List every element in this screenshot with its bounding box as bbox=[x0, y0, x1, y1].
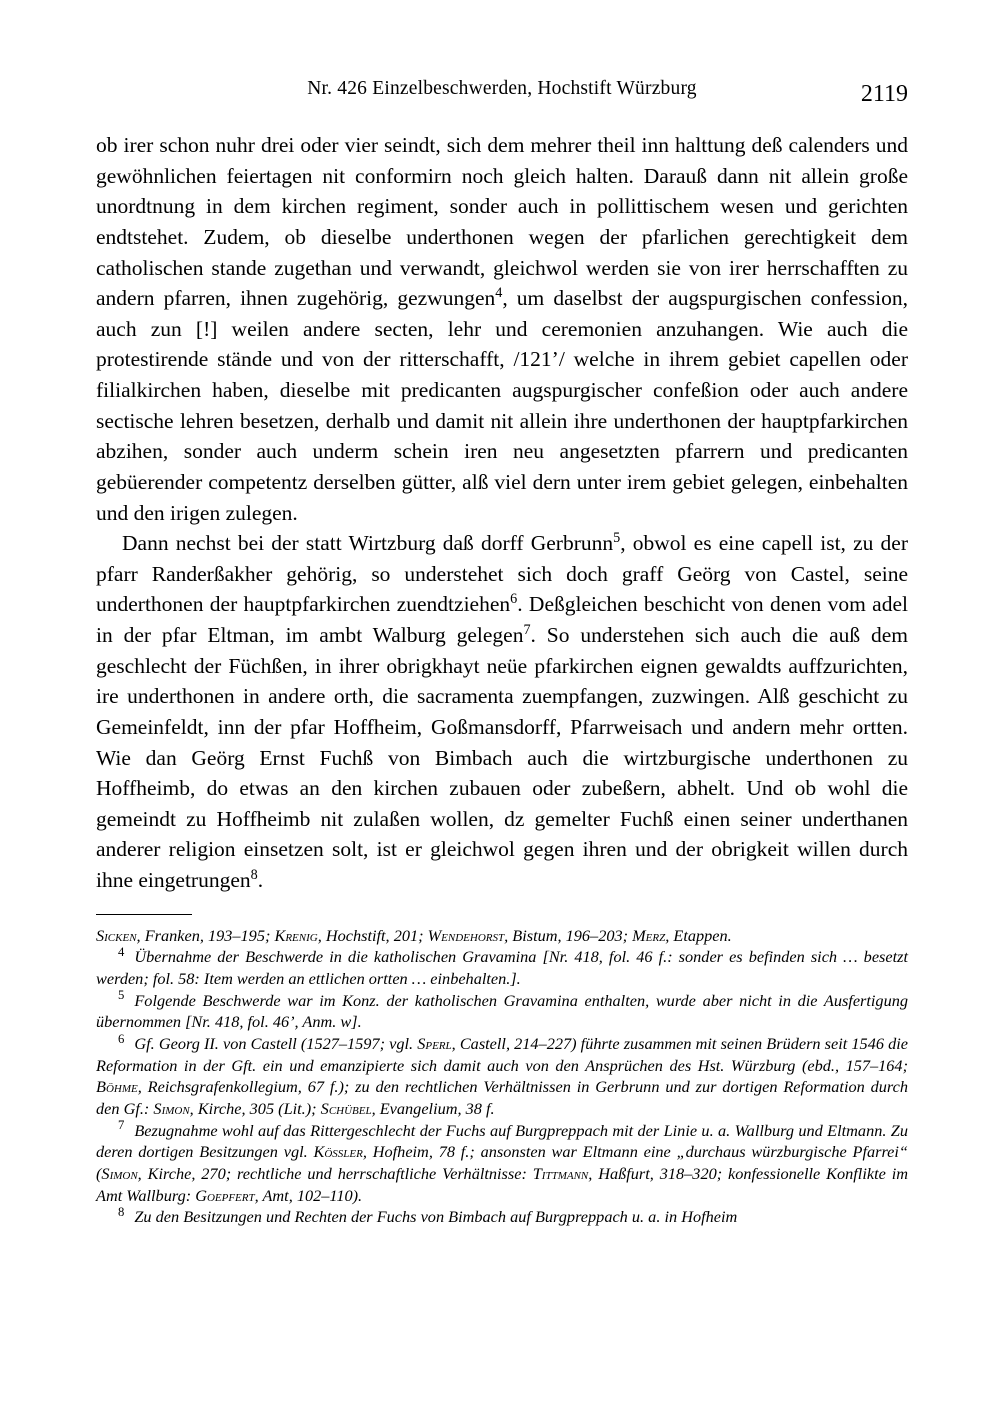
footnote-item: 6 Gf. Georg II. von Castell (1527–1597; vgl. Sperl, Castell, 214–227) führte zusammen mit seinen Brüdern seit 1546 die Reformation in der Gft. ein und emanzipierte sich damit auch von den Ansprüchen des Hst. Würzburg (ebd., 157–164; Böhme, Reichsgrafenkollegium, 67 f.); zu den rechtlichen Verhältnissen in Gerbrunn und zur dortigen Reformation durch den Gf.: Simon, Kirche, 305 (Lit.); Schübel, Evangelium, 38 f. bbox=[96, 1031, 908, 1118]
footnotes-area bbox=[96, 925, 908, 1228]
footnote-text: Zu den Besitzungen und Rechten der Fuchs von Bimbach auf Burgpreppach u. a. in Hofheim bbox=[134, 1207, 738, 1227]
footnote-continuation: Sicken, Franken, 193–195; Krenig, Hochstift, 201; Wendehorst, Bistum, 196–203; Merz, Etappen. bbox=[96, 925, 732, 945]
paragraph-2: Dann nechst bei der statt Wirtzburg daß dorff Gerbrunn$^5$, obwol es eine capell ist, zu der pfarr Randerßakher gehörig, so understehet sich doch graff Geörg von Castel, seine underthonen der hauptpfarkirchen zuendtziehen$^6$. Deßgleichen beschicht von denen vom adel in der pfar Eltman, im ambt Walburg gelegen$^7$. So understehen sich auch die auß dem geschlecht der Füchßen, in ihrer obrigkhayt neüe pfarkirchen eignen gewaldts auffzurichten, ire underthonen in andere orth, die sacramenta zuempfangen, zuzwingen. Alß geschicht zu Gemeinfeldt, inn der pfar Hoffheim, Goßmansdorff, Pfarrweisach und andern mehr ortten. Wie dan Geörg Ernst Fuchß von Bimbach auch die wirtzburgische underthonen zu Hoffheimb, do etwas an den kirchen zubauen oder zubeßern, abhelt. Und ob wohl die gemeindt zu Hoffheimb nit zulaßen wollen, dz gemelter Fuchß einen seiner underthanen anderer religion einsetzen solt, ist er gleichwol gegen ihren und der obrigkeit willen durch ihne eingetrungen$^8$. bbox=[96, 529, 908, 892]
footnote-item: 5 Folgende Beschwerde war im Konz. der katholischen Gravamina enthalten, wurde aber nicht in die Ausfertigung übernommen [Nr. 418, fol. 46’, Anm. w]. bbox=[96, 988, 908, 1032]
body-text bbox=[96, 130, 908, 896]
footnote-item: 4 Übernahme der Beschwerde in die katholischen Gravamina [Nr. 418, fol. 46 f.: sonder es befinden sich … besetzt werden; fol. 58: Item werden an ettlichen ortten … einbehalten.]. bbox=[96, 944, 908, 988]
running-head bbox=[96, 78, 908, 108]
footnote-item: 7 Bezugnahme wohl auf das Rittergeschlecht der Fuchs auf Burgpreppach mit der Linie u. a. Wallburg und Eltmann. Zu deren dortigen Besitzungen vgl. Kössler, Hofheim, 78 f.; ansonsten war Eltmann eine „durchaus würzburgische Pfarrei“ (Simon, Kirche, 270; rechtliche und herrschaftliche Verhältnisse: Tittmann, Haßfurt, 318–320; konfessionelle Konflikte im Amt Wallburg: Goepfert, Amt, 102–110). bbox=[96, 1118, 908, 1205]
footnote-separator bbox=[96, 914, 192, 915]
footnote-text: Folgende Beschwerde war im Konz. der katholischen Gravamina enthalten, wurde aber nicht in die Ausfertigung übernommen [Nr. 418, fol. 46’, Anm. w]. bbox=[96, 990, 908, 1032]
footnote-text: Bezugnahme wohl auf das Rittergeschlecht der Fuchs auf Burgpreppach mit der Linie u. a. Wallburg und Eltmann. Zu deren dortigen Besitzungen vgl. Kössler, Hofheim, 78 f.; ansonsten war Eltmann eine „durchaus würzburgische Pfarrei“ (Simon, Kirche, 270; rechtliche und herrschaftliche Verhältnisse: Tittmann, Haßfurt, 318–320; konfessionelle Konflikte im Amt Wallburg: Goepfert, Amt, 102–110). bbox=[96, 1120, 908, 1205]
footnote-text: Übernahme der Beschwerde in die katholischen Gravamina [Nr. 418, fol. 46 f.: sonder es befinden sich … besetzt werden; fol. 58: Item werden an ettlichen ortten … einbehalten.]. bbox=[96, 947, 908, 988]
running-head-title: Nr. 426 Einzelbeschwerden, Hochstift Würzburg bbox=[307, 78, 697, 99]
footnote-item: 8 Zu den Besitzungen und Rechten der Fuchs von Bimbach auf Burgpreppach u. a. in Hofheim bbox=[118, 1204, 738, 1227]
footnote-text: Gf. Georg II. von Castell (1527–1597; vgl. Sperl, Castell, 214–227) führte zusammen mit seinen Brüdern seit 1546 die Reformation in der Gft. ein und emanzipierte sich damit auch von den Ansprüchen des Hst. Würzburg (ebd., 157–164; Böhme, Reichsgrafenkollegium, 67 f.); zu den rechtlichen Verhältnissen in Gerbrunn und zur dortigen Reformation durch den Gf.: Simon, Kirche, 305 (Lit.); Schübel, Evangelium, 38 f. bbox=[96, 1033, 908, 1118]
page-number: 2119 bbox=[860, 81, 908, 107]
paragraph-1: ob irer schon nuhr drei oder vier seindt, sich dem mehrer theil inn halttung deß calenders und gewöhnlichen feiertagen nit conformirn noch gleich halten. Darauß dann nit allein große unordtnung in dem kirchen regiment, sonder auch in pollittischem wesen und gerichten endtstehet. Zudem, ob dieselbe underthonen wegen der pfarlichen gerechtigkeit dem catholischen stande zugethan und verwandt, gleichwol werden sie von irer herrschafften zu andern pfarren, ihnen zugehörig, gezwungen$^4$, um daselbst der augspurgischen confession, auch zun [!] weilen andere secten, lehr und ceremonien anzuhangen. Wie auch die protestirende stände und von der ritterschafft, /121’/ welche in ihrem gebiet capellen oder filialkirchen haben, dieselbe mit predicanten augspurgischer confeßion oder auch andere sectische lehren besetzen, derhalb und damit nit allein ihre underthonen der hauptpfarkirchen abzihen, sonder auch underm schein iren neu angesetzten pfarrern und predicanten gebüerender competentz derselben gütter, alß viel dern unter irem gebiet gelegen, einbehalten und den irigen zulegen. bbox=[96, 133, 908, 525]
